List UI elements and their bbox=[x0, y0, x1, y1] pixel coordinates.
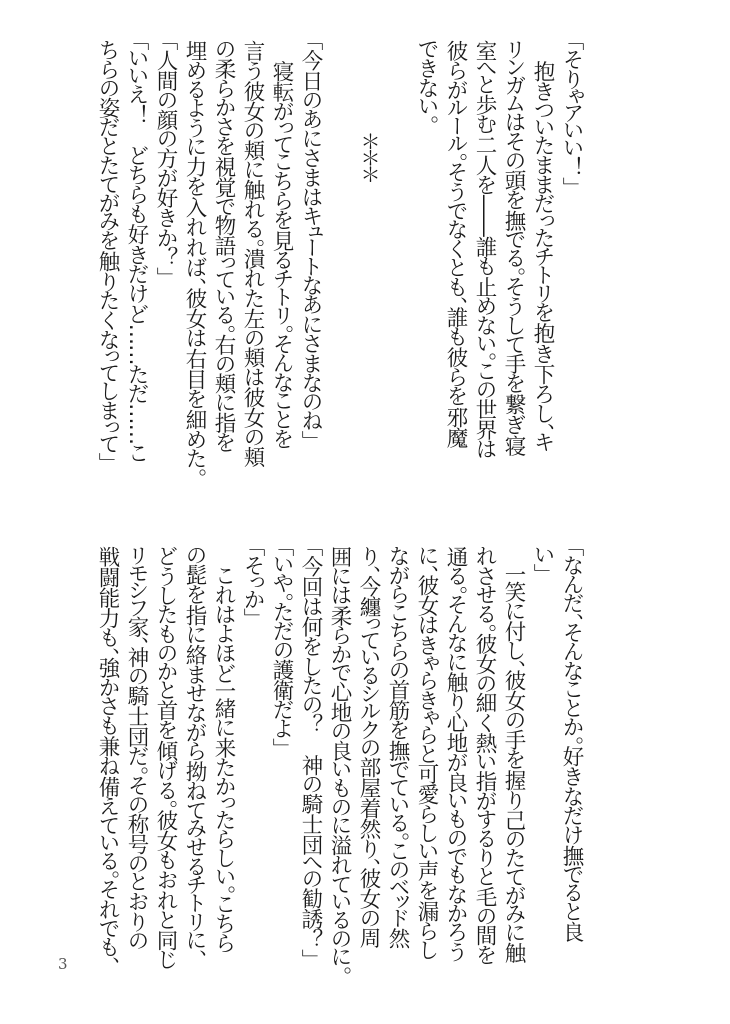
text-block-top bbox=[93, 40, 586, 520]
text-line: 「いや。ただの護衛だよ」 bbox=[269, 546, 294, 748]
text-line: 言う彼女の頬に触れる。潰れた左の頬は彼女の頬 bbox=[240, 40, 265, 467]
text-line: に、彼女はきゃらきゃらと可愛らしい声を漏らし bbox=[414, 546, 439, 960]
text-line: 「そっか」 bbox=[240, 546, 265, 619]
blank-line bbox=[325, 40, 354, 520]
text-line: 「人間の顔の方が好きか？」 bbox=[153, 40, 178, 277]
text-block-bottom bbox=[93, 546, 586, 1022]
text-line: 「そりゃアいい！」 bbox=[559, 40, 584, 187]
text-line: 戦闘能力も、強かさも兼ね備えている。それでも、 bbox=[95, 546, 120, 967]
text-line: 「今回は何をしたの？ 神の騎士団への勧誘？」 bbox=[298, 546, 323, 959]
text-line: 「今日のあにさまはキュートなあにさまなのね」 bbox=[298, 40, 323, 441]
text-line: 通る。そんなに触り心地が良いものでもなかろう bbox=[443, 546, 468, 962]
text-line: 「なんだ、そんなことか。好きなだけ撫でると良 bbox=[559, 546, 584, 942]
text-line: 一笑に付し、彼女の手を握り己のたてがみに触 bbox=[501, 546, 526, 963]
text-line: 「いいえ！ どちらも好きだけど……ただ……こ bbox=[124, 40, 149, 463]
text-line: これはよほど一緒に来たかったらしい。こちら bbox=[211, 546, 236, 953]
text-line: れさせる。彼女の細く熱い指がするりと毛の間を bbox=[472, 546, 497, 966]
text-line: 囲には柔らかで心地の良いものに溢れているのに。 bbox=[327, 546, 352, 977]
text-line: の柔らかさを視覚で物語っている。右の頬に指を bbox=[211, 40, 236, 453]
text-line: り、今纏っているシルクの部屋着然り、彼女の周 bbox=[356, 546, 381, 948]
text-line: 抱きついたままだったチトリを抱き下ろし、キ bbox=[530, 40, 555, 452]
text-line: ちらの姿だとたてがみを触りたくなってしまって」 bbox=[95, 40, 120, 463]
text-line: ながらこちらの首筋を撫でている。このベッド然 bbox=[385, 546, 410, 948]
text-line: できない。 bbox=[414, 40, 439, 125]
scene-break: ＊＊＊ bbox=[357, 132, 381, 182]
text-line: い」 bbox=[530, 546, 555, 574]
text-line: 寝転がってこちらを見るチトリ。そんなことを bbox=[269, 40, 294, 450]
text-line: の髭を指に絡ませながら拗ねてみせるチトリに、 bbox=[182, 546, 207, 960]
text-line: 彼らがルール。そうでなくとも、誰も彼らを邪魔 bbox=[443, 40, 468, 448]
blank-line bbox=[383, 40, 412, 520]
text-line: 埋めるように力を入れれば、彼女は右目を細めた。 bbox=[182, 40, 207, 478]
text-line: どうしたものかと首を傾げる。彼女もおれと同じ bbox=[153, 546, 178, 970]
text-line: リモシフ家、神の騎士団だ。その称号のとおりの bbox=[124, 546, 149, 950]
page-number: 3 bbox=[58, 955, 68, 973]
text-line: リンガムはその頭を撫でる。そうして手を繋ぎ寝 bbox=[501, 40, 526, 456]
text-line: 室へと歩む二人を――誰も止めない。この世界は bbox=[472, 40, 497, 460]
